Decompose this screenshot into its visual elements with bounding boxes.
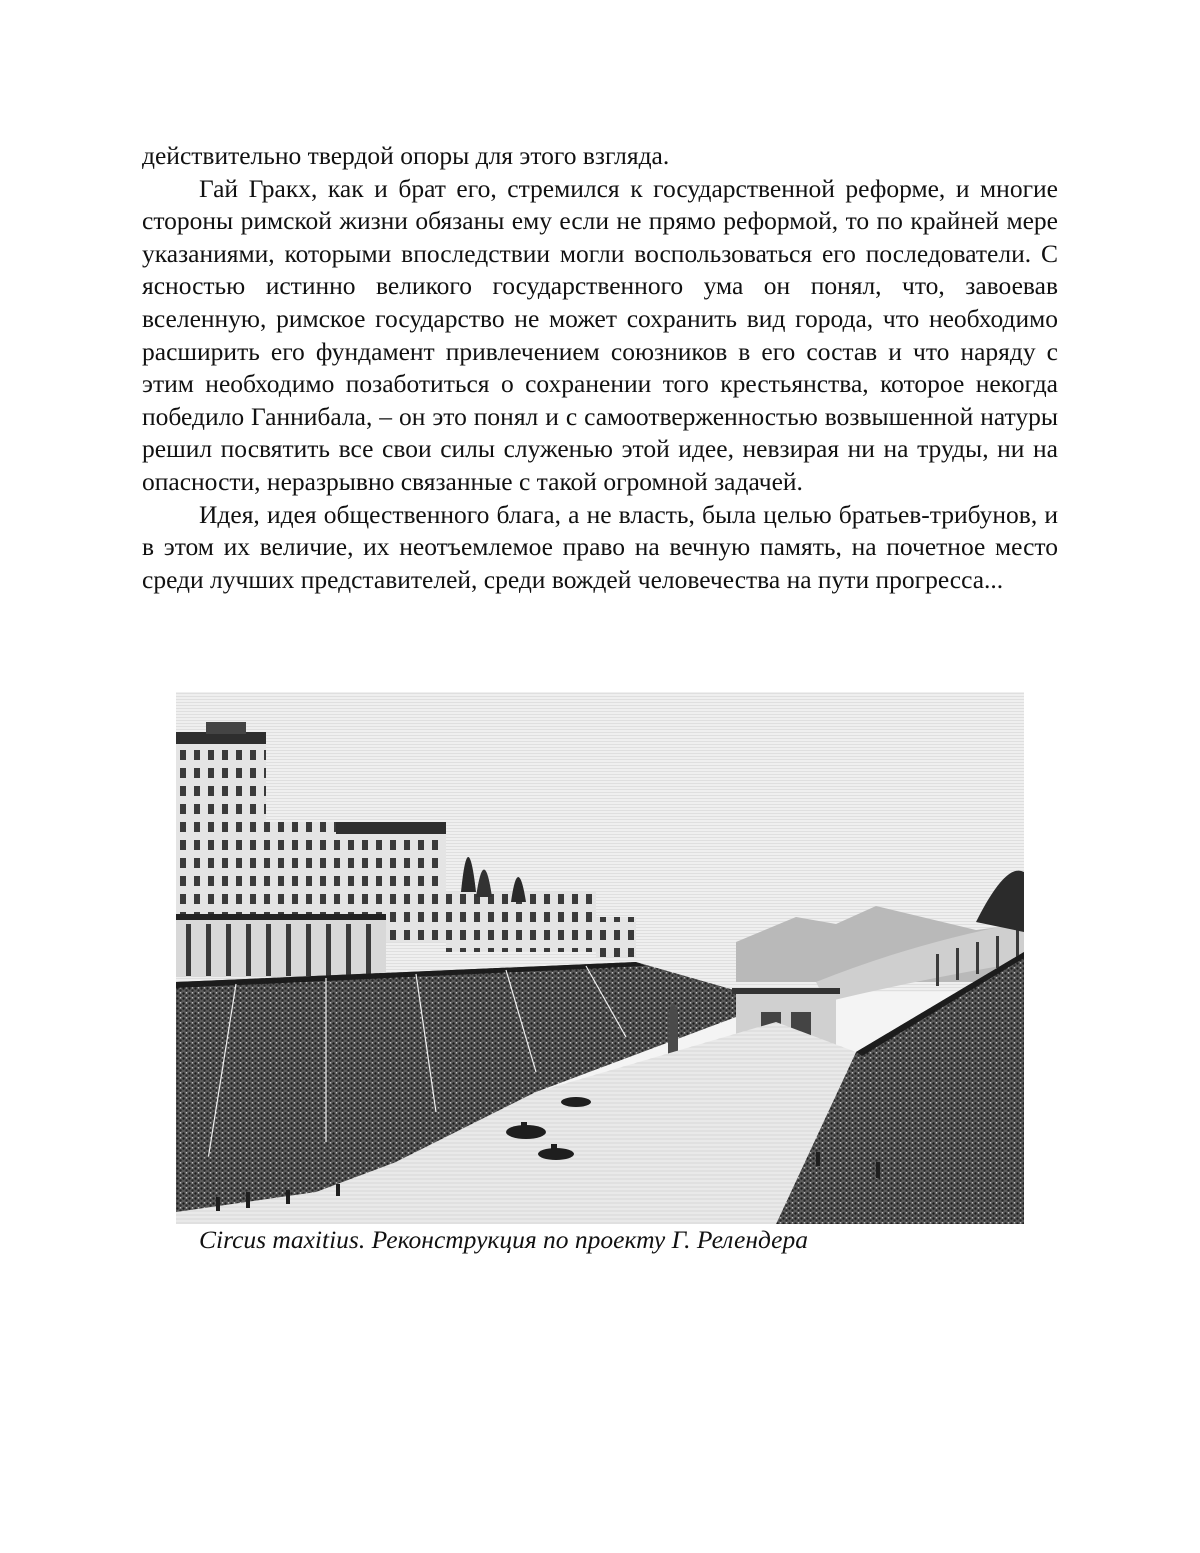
circus-maximus-illustration <box>176 692 1024 1224</box>
caption-title: Circus maxitius. <box>199 1225 366 1254</box>
paragraph-gracchus-reform: Гай Гракх, как и брат его, стремился к государственной реформе, и многие стороны римской жизни обязаны ему если не прямо реформой, то по крайней мере указаниями, которыми впоследствии могли воспользоваться его последователи. С ясностью истинно великого государственного ума он понял, что, завоевав вселенную, римское государство не может сохранить вид города, что необходимо расширить его фундамент привлечением союзников в его состав и что наряду с этим необходимо позаботиться о сохранении того крестьянства, которое некогда победило Ганнибала, – он это понял и с самоотверженностью возвышенной натуры решил посвятить все свои силы служенью этой идее, невзирая ни на труды, ни на опасности, неразрывно связанные с такой огромной задачей. <box>142 173 1058 496</box>
body-text <box>142 140 1058 596</box>
paragraph-idea-public-good: Идея, идея общественного блага, а не власть, была целью братьев-трибунов, и в этом их величие, их неотъемлемое право на вечную память, на почетное место среди лучших представителей, среди вождей человечества на пути прогресса... <box>142 499 1058 594</box>
caption-rest: Реконструкция по проекту Г. Релендера <box>365 1225 808 1254</box>
figure-caption <box>199 1224 1059 1256</box>
paragraph-continuation: действительно твердой опоры для этого взгляда. <box>142 141 670 170</box>
